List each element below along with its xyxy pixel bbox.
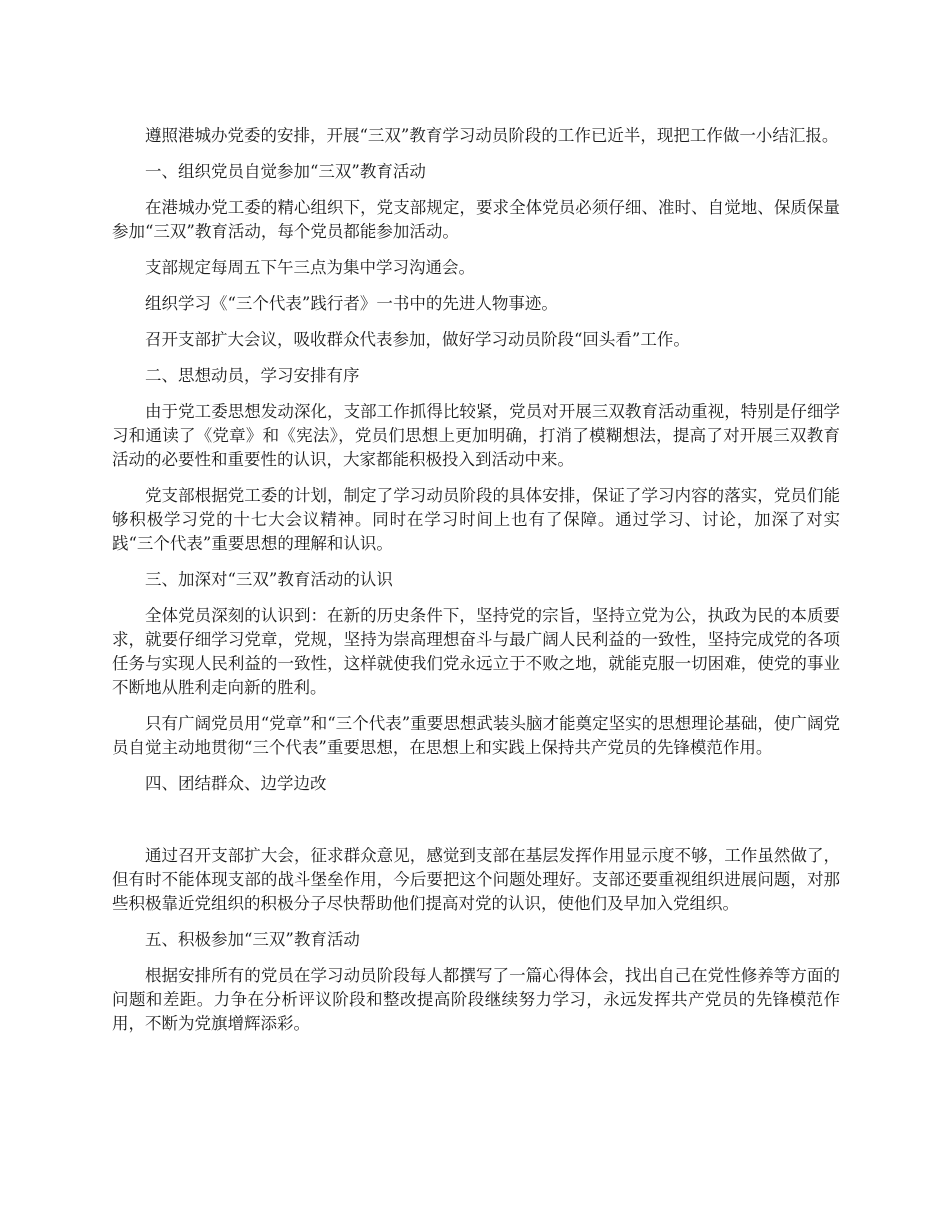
body-paragraph: 党支部根据党工委的计划，制定了学习动员阶段的具体安排，保证了学习内容的落实，党员们能够积极学习党的十七大会议精神。同时在学习时间上也有了保障。通过学习、讨论，加深了对实践“三个代表”重要思想的理解和认识。	[112, 486, 840, 553]
body-paragraph: 通过召开支部扩大会，征求群众意见，感觉到支部在基层发挥作用显示度不够，工作虽然做了，但有时不能体现支部的战斗堡垒作用，今后要把这个问题处理好。支部还要重视组织进展问题，对那些积极靠近党组织的积极分子尽快帮助他们提高对党的认识，使他们及早加入党组织。	[112, 846, 840, 913]
body-paragraph: 全体党员深刻的认识到：在新的历史条件下，坚持党的宗旨，坚持立党为公，执政为民的本质要求，就要仔细学习党章，党规，坚持为崇高理想奋斗与最广阔人民利益的一致性，坚持完成党的各项任务与实现人民利益的一致性，这样就使我们党永远立于不败之地，就能克服一切困难，使党的事业不断地从胜利走向新的胜利。	[112, 606, 840, 697]
body-paragraph: 只有广阔党员用“党章”和“三个代表”重要思想武装头脑才能奠定坚实的思想理论基础，使广阔党员自觉主动地贯彻“三个代表”重要思想，在思想上和实践上保持共产党员的先锋模范作用。	[112, 714, 840, 757]
section-heading-3: 三、加深对“三双”教育活动的认识	[145, 570, 393, 589]
blank-spacer	[112, 808, 840, 844]
section-heading-1: 一、组织党员自觉参加“三双”教育活动	[145, 162, 426, 181]
intro-paragraph: 遵照港城办党委的安排，开展“三双”教育学习动员阶段的工作已近半，现把工作做一小结汇报。	[145, 126, 839, 145]
body-paragraph: 根据安排所有的党员在学习动员阶段每人都撰写了一篇心得体会，找出自己在党性修养等方面的问题和差距。力争在分析评议阶段和整改提高阶段继续努力学习，永远发挥共产党员的先锋模范作用，不断为党旗增辉添彩。	[112, 966, 840, 1033]
body-paragraph: 由于党工委思想发动深化，支部工作抓得比较紧，党员对开展三双教育活动重视，特别是仔细学习和通读了《党章》和《宪法》，党员们思想上更加明确，打消了模糊想法，提高了对开展三双教育活动的必要性和重要性的认识，大家都能积极投入到活动中来。	[112, 402, 840, 469]
section-heading-5: 五、积极参加“三双”教育活动	[145, 930, 360, 949]
document-body	[112, 124, 840, 1048]
section-heading-2: 二、思想动员，学习安排有序	[145, 366, 360, 385]
section-heading-4: 四、团结群众、边学边改	[145, 774, 327, 793]
body-paragraph: 召开支部扩大会议，吸收群众代表参加，做好学习动员阶段“回头看”工作。	[145, 330, 690, 349]
body-paragraph: 组织学习《“三个代表”践行者》一书中的先进人物事迹。	[145, 294, 558, 313]
body-paragraph: 在港城办党工委的精心组织下，党支部规定，要求全体党员必须仔细、准时、自觉地、保质保量参加“三双”教育活动，每个党员都能参加活动。	[112, 198, 840, 241]
body-paragraph: 支部规定每周五下午三点为集中学习沟通会。	[145, 258, 475, 277]
